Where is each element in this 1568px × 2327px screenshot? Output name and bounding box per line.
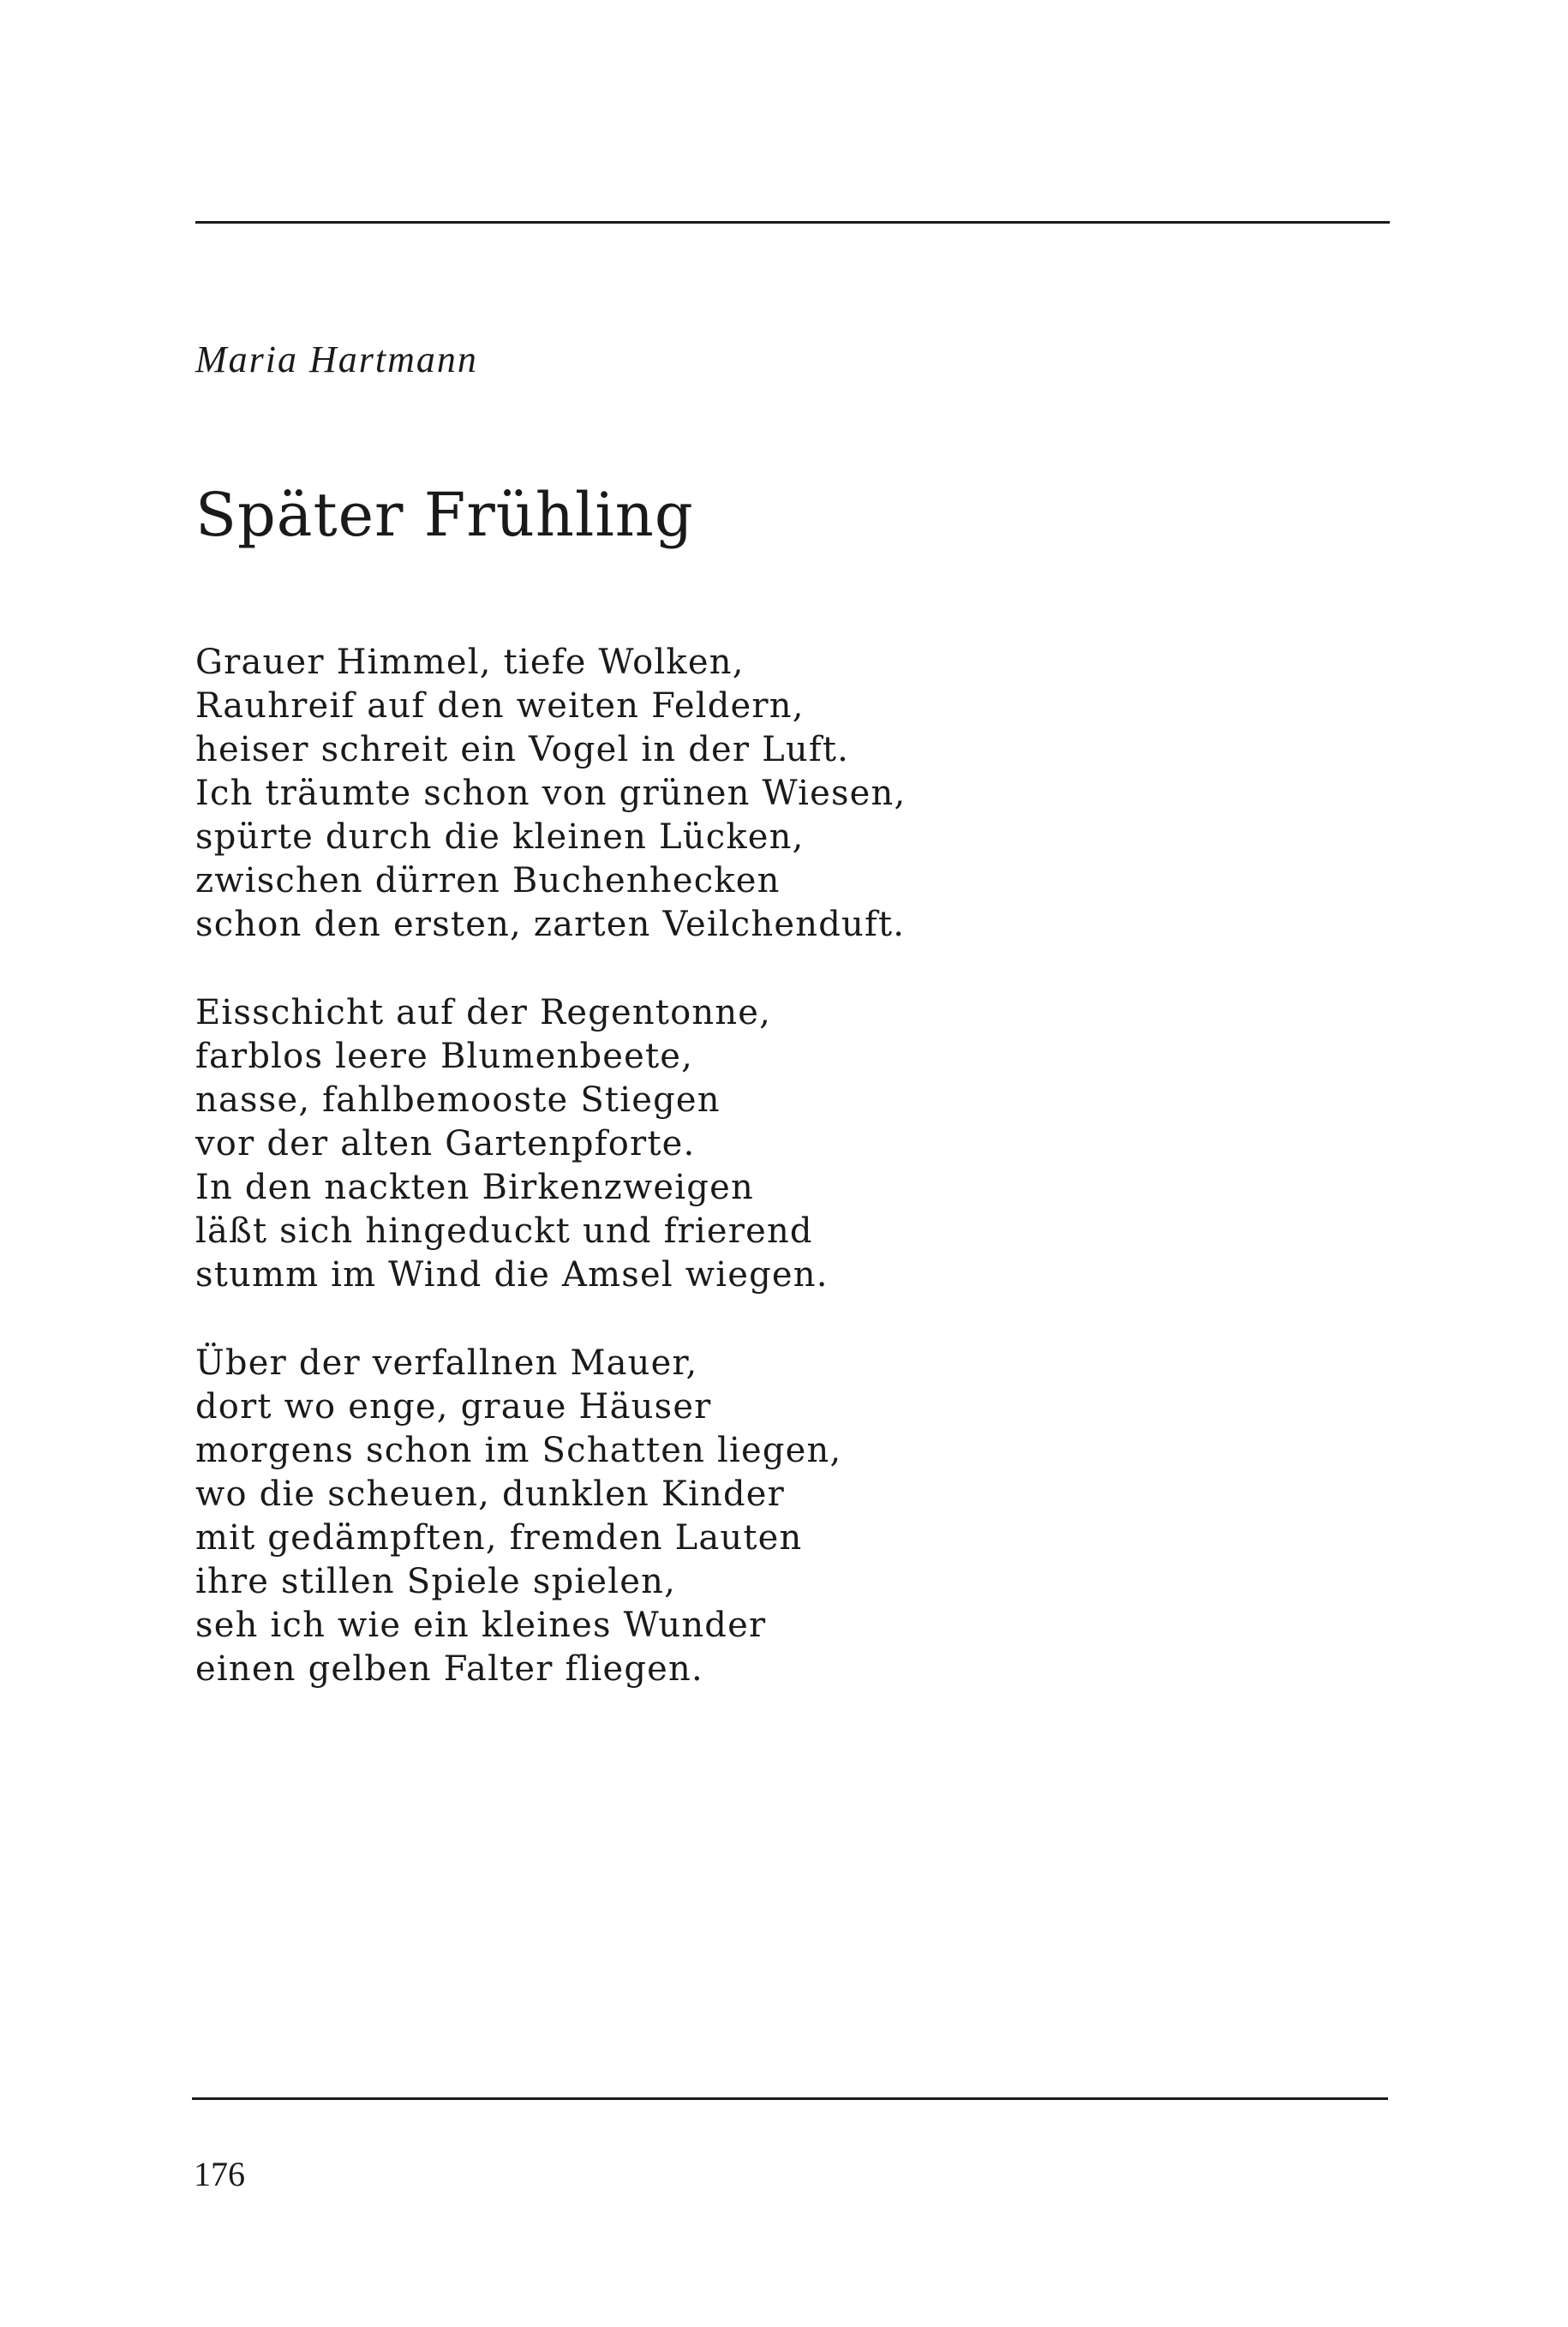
stanza-2 bbox=[195, 991, 1378, 1297]
poem-line: nasse, fahlbemooste Stiegen bbox=[195, 1080, 721, 1120]
bottom-rule bbox=[192, 2097, 1388, 2100]
stanza-1 bbox=[195, 641, 1378, 947]
poem-line: vor der alten Gartenpforte. bbox=[195, 1124, 696, 1164]
poem-line: morgens schon im Schatten liegen, bbox=[195, 1431, 842, 1470]
poem-line: dort wo enge, graue Häuser bbox=[195, 1387, 712, 1427]
poem-line: stumm im Wind die Amsel wiegen. bbox=[195, 1255, 829, 1295]
poem-line: wo die scheuen, dunklen Kinder bbox=[195, 1475, 785, 1514]
poem-line: Ich träumte schon von grünen Wiesen, bbox=[195, 774, 907, 813]
poem-title: Später Frühling bbox=[195, 480, 694, 550]
poem-line: zwischen dürren Buchenhecken bbox=[195, 861, 781, 900]
poem-line: spürte durch die kleinen Lücken, bbox=[195, 817, 805, 857]
poem-line: In den nackten Birkenzweigen bbox=[195, 1168, 754, 1207]
page-number: 176 bbox=[194, 2155, 245, 2193]
poem-line: Eisschicht auf der Regentonne, bbox=[195, 993, 772, 1032]
poem-line: heiser schreit ein Vogel in der Luft. bbox=[195, 730, 850, 769]
poem-line: Rauhreif auf den weiten Feldern, bbox=[195, 686, 805, 726]
poem-line: Über der verfallnen Mauer, bbox=[195, 1343, 698, 1383]
poem-body bbox=[195, 641, 1378, 1736]
poem-line: ihre stillen Spiele spielen, bbox=[195, 1562, 676, 1601]
top-rule bbox=[195, 221, 1390, 224]
stanza-3 bbox=[195, 1342, 1378, 1691]
poem-line: schon den ersten, zarten Veilchenduft. bbox=[195, 905, 906, 944]
poem-line: Grauer Himmel, tiefe Wolken, bbox=[195, 643, 745, 682]
poem-line: mit gedämpften, fremden Lauten bbox=[195, 1518, 803, 1558]
poem-line: farblos leere Blumenbeete, bbox=[195, 1037, 694, 1076]
poem-line: seh ich wie ein kleines Wunder bbox=[195, 1606, 767, 1645]
author-name: Maria Hartmann bbox=[195, 338, 478, 380]
poem-line: läßt sich hingeduckt und frierend bbox=[195, 1211, 813, 1251]
poem-line: einen gelben Falter fliegen. bbox=[195, 1649, 703, 1689]
